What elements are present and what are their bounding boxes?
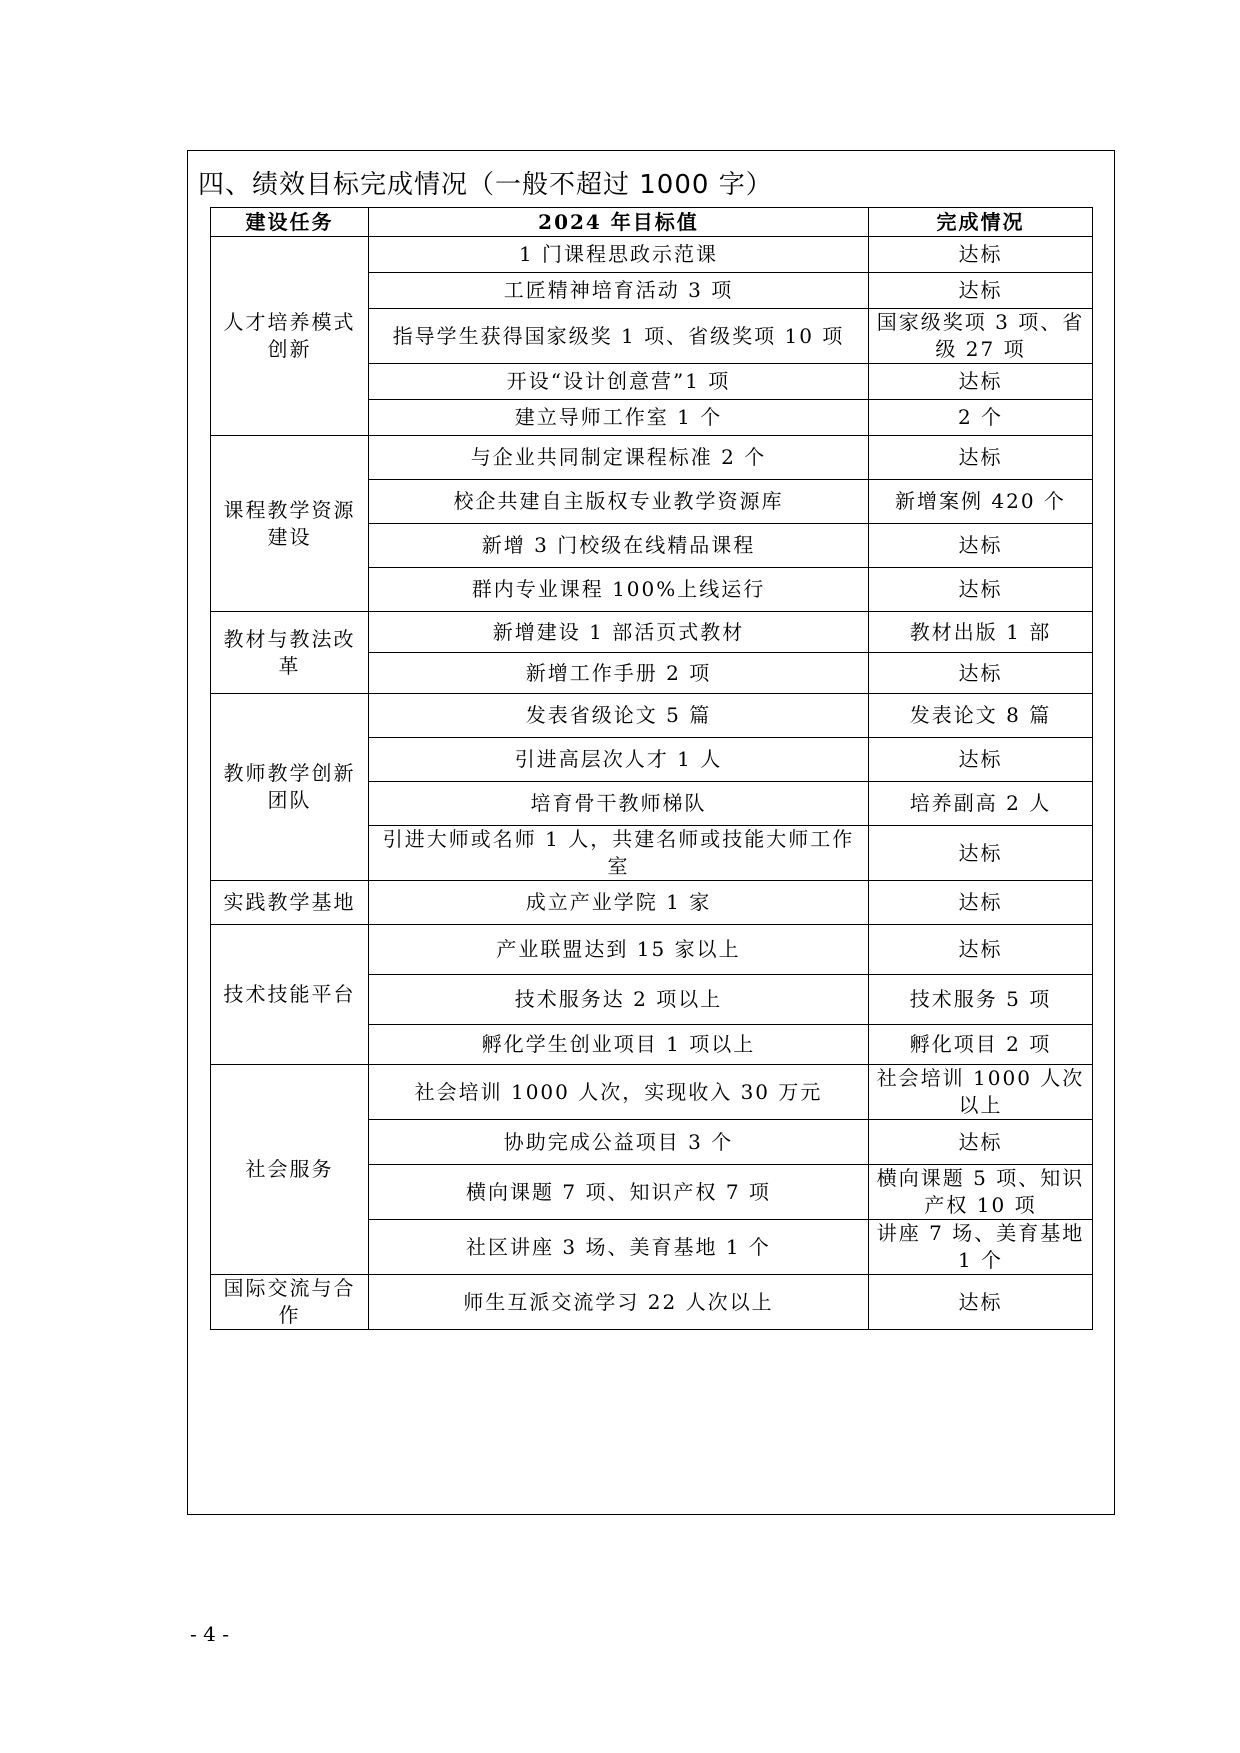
task-cell: 国际交流与合作 (211, 1275, 369, 1330)
target-cell: 与企业共同制定课程标准 2 个 (369, 436, 869, 480)
status-cell: 达标 (869, 364, 1093, 400)
table-row (211, 1065, 1093, 1120)
target-cell: 开设“设计创意营”1 项 (369, 364, 869, 400)
target-cell: 培育骨干教师梯队 (369, 782, 869, 826)
status-cell: 达标 (869, 826, 1093, 881)
status-cell: 教材出版 1 部 (869, 612, 1093, 653)
status-cell: 达标 (869, 881, 1093, 925)
target-cell: 引进大师或名师 1 人，共建名师或技能大师工作室 (369, 826, 869, 881)
section-title: 四、绩效目标完成情况（一般不超过 1000 字） (198, 170, 773, 200)
target-cell: 建立导师工作室 1 个 (369, 400, 869, 436)
table-header-row (211, 208, 1093, 237)
page-number: - 4 - (190, 1622, 229, 1646)
status-cell: 技术服务 5 项 (869, 975, 1093, 1025)
target-cell: 群内专业课程 100%上线运行 (369, 568, 869, 612)
task-cell: 课程教学资源建设 (211, 436, 369, 612)
target-cell: 师生互派交流学习 22 人次以上 (369, 1275, 869, 1330)
status-cell: 达标 (869, 738, 1093, 782)
target-cell: 孵化学生创业项目 1 项以上 (369, 1025, 869, 1065)
status-cell: 发表论文 8 篇 (869, 694, 1093, 738)
target-cell: 产业联盟达到 15 家以上 (369, 925, 869, 975)
performance-table (210, 207, 1093, 1330)
task-cell: 社会服务 (211, 1065, 369, 1275)
task-cell: 教材与教法改革 (211, 612, 369, 694)
target-cell: 新增建设 1 部活页式教材 (369, 612, 869, 653)
task-cell: 技术技能平台 (211, 925, 369, 1065)
target-cell: 新增 3 门校级在线精品课程 (369, 524, 869, 568)
target-cell: 协助完成公益项目 3 个 (369, 1120, 869, 1165)
target-cell: 工匠精神培育活动 3 项 (369, 273, 869, 309)
target-cell: 校企共建自主版权专业教学资源库 (369, 480, 869, 524)
task-cell: 教师教学创新团队 (211, 694, 369, 881)
status-cell: 达标 (869, 273, 1093, 309)
target-cell: 新增工作手册 2 项 (369, 653, 869, 694)
task-cell: 实践教学基地 (211, 881, 369, 925)
target-cell: 社区讲座 3 场、美育基地 1 个 (369, 1220, 869, 1275)
table-row (211, 881, 1093, 925)
task-cell: 人才培养模式创新 (211, 237, 369, 436)
status-cell: 培养副高 2 人 (869, 782, 1093, 826)
header-target: 2024 年目标值 (369, 208, 869, 237)
target-cell: 引进高层次人才 1 人 (369, 738, 869, 782)
target-cell: 社会培训 1000 人次，实现收入 30 万元 (369, 1065, 869, 1120)
table-row (211, 1275, 1093, 1330)
status-cell: 达标 (869, 524, 1093, 568)
status-cell: 2 个 (869, 400, 1093, 436)
target-cell: 发表省级论文 5 篇 (369, 694, 869, 738)
target-cell: 横向课题 7 项、知识产权 7 项 (369, 1165, 869, 1220)
table-row (211, 436, 1093, 480)
status-cell: 达标 (869, 436, 1093, 480)
header-status: 完成情况 (869, 208, 1093, 237)
status-cell: 达标 (869, 1120, 1093, 1165)
table-row (211, 612, 1093, 653)
table-row (211, 694, 1093, 738)
status-cell: 达标 (869, 1275, 1093, 1330)
status-cell: 社会培训 1000 人次以上 (869, 1065, 1093, 1120)
target-cell: 技术服务达 2 项以上 (369, 975, 869, 1025)
status-cell: 孵化项目 2 项 (869, 1025, 1093, 1065)
target-cell: 指导学生获得国家级奖 1 项、省级奖项 10 项 (369, 309, 869, 364)
table-row (211, 237, 1093, 273)
target-cell: 1 门课程思政示范课 (369, 237, 869, 273)
status-cell: 达标 (869, 653, 1093, 694)
status-cell: 达标 (869, 925, 1093, 975)
status-cell: 新增案例 420 个 (869, 480, 1093, 524)
table-row (211, 925, 1093, 975)
status-cell: 讲座 7 场、美育基地 1 个 (869, 1220, 1093, 1275)
status-cell: 国家级奖项 3 项、省级 27 项 (869, 309, 1093, 364)
status-cell: 达标 (869, 568, 1093, 612)
target-cell: 成立产业学院 1 家 (369, 881, 869, 925)
status-cell: 达标 (869, 237, 1093, 273)
header-task: 建设任务 (211, 208, 369, 237)
status-cell: 横向课题 5 项、知识产权 10 项 (869, 1165, 1093, 1220)
